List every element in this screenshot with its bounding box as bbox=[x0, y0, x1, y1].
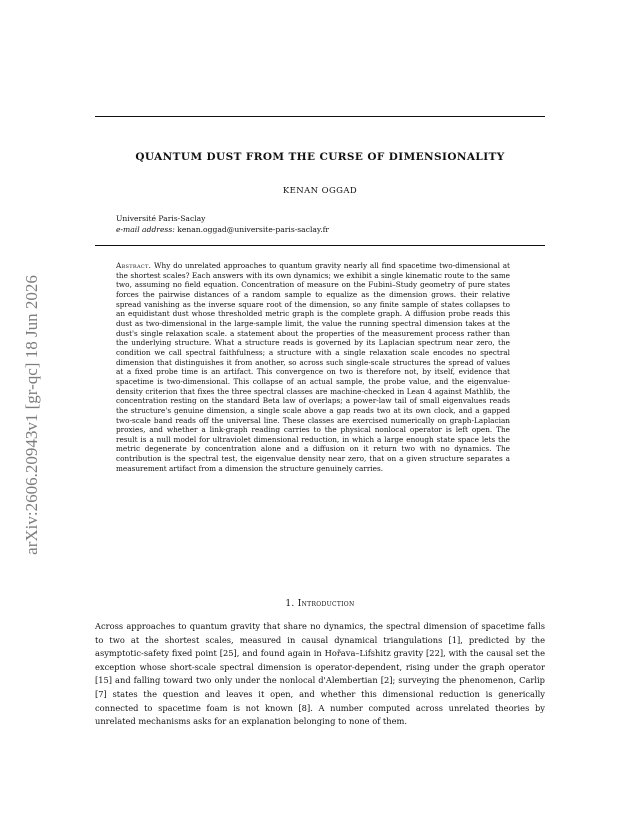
section-title: 1. Introduction bbox=[285, 599, 355, 609]
email-label: e-mail address: bbox=[116, 225, 175, 234]
affiliation-block bbox=[116, 213, 329, 235]
email-line bbox=[116, 224, 329, 235]
abstract-text: Why do unrelated approaches to quantum gravity nearly all find spacetime two-dimensional at the shortest scales? Each answers with its own dynamics; we exhibit a single kinematic route to the same two, assuming no field equation. Concentration of measure on the Fubini–Study geometry of pure states forces the pairwise distances of a random sample to equalize as the dimension grows. their relative spread vanishing as the inverse square root of the dimension, so any finite sample of states collapses to an equidistant dust whose thresholded metric graph is the complete graph. A diffusion probe reads this dust as two-dimensional in the large-sample limit, the value the running spectral dimension takes at the dust's single relaxation scale. a statement about the properties of the measurement process rather than the underlying structure. What a structure reads is governed by its Laplacian spectrum near zero, the condition we call spectral faithfulness; a structure with a single relaxation scale encodes no spectral dimension that distinguishes it from another, so across such single-scale structures the spread of values at a fixed probe time is an artifact. This convergence on two is therefore not, by itself, evidence that spacetime is two-dimensional. This collapse of an actual sample, the probe value, and the eigenvalue-density criterion that fixes the three spectral classes are machine-checked in Lean 4 against Mathlib, the concentration resting on the standard Beta law of overlaps; a power-law tail of small eigenvalues reads the structure's genuine dimension, a single scale above a gap reads two at its own clock, and a gapped two-scale band reads off the universal line. These classes are exercised numerically on graph-Laplacian proxies, and whether a link-graph reading carries to the physical nonlocal operator is left open. The result is a null model for ultraviolet dimensional reduction, in which a large enough state space lets the metric degenerate by concentration alone and a diffusion on it return two with no dynamics. The contribution is the spectral test, the eigenvalue density near zero, that on a given structure separates a measurement artifact from a dimension the structure genuinely carries. bbox=[116, 261, 510, 473]
abstract-label: Abstract. bbox=[116, 261, 152, 270]
top-rule bbox=[95, 116, 545, 117]
author-name: KENAN OGGAD bbox=[282, 186, 358, 196]
section-heading bbox=[95, 599, 545, 609]
abstract bbox=[116, 261, 510, 473]
paper-title: QUANTUM DUST FROM THE CURSE OF DIMENSIONALITY bbox=[135, 151, 505, 163]
arxiv-identifier-stamp: arXiv:2606.20943v1 [gr-qc] 18 Jun 2026 bbox=[22, 275, 41, 555]
header-divider bbox=[95, 245, 545, 246]
affiliation: Université Paris-Saclay bbox=[116, 214, 206, 223]
email-address[interactable]: kenan.oggad@universite-paris-saclay.fr bbox=[177, 225, 330, 234]
introduction-paragraph: Across approaches to quantum gravity that share no dynamics, the spectral dimension of spacetime falls to two at the shortest scales, measured in causal dynamical triangulations [1], predicted by the asymptotic-safety fixed point [25], and found again in Hořava–Lifshitz gravity [22], with the causal set the exception whose short-scale spectral dimension is operator-dependent, rising under the graph operator [15] and falling toward two only under the nonlocal d'Alembertian [2]; surveying the phenomenon, Carlip [7] states the question and leaves it open, and whether this dimensional reduction is generically connected to spacetime foam is not known [8]. A number computed across unrelated theories by unrelated mechanisms asks for an explanation belonging to none of them. bbox=[95, 621, 545, 727]
